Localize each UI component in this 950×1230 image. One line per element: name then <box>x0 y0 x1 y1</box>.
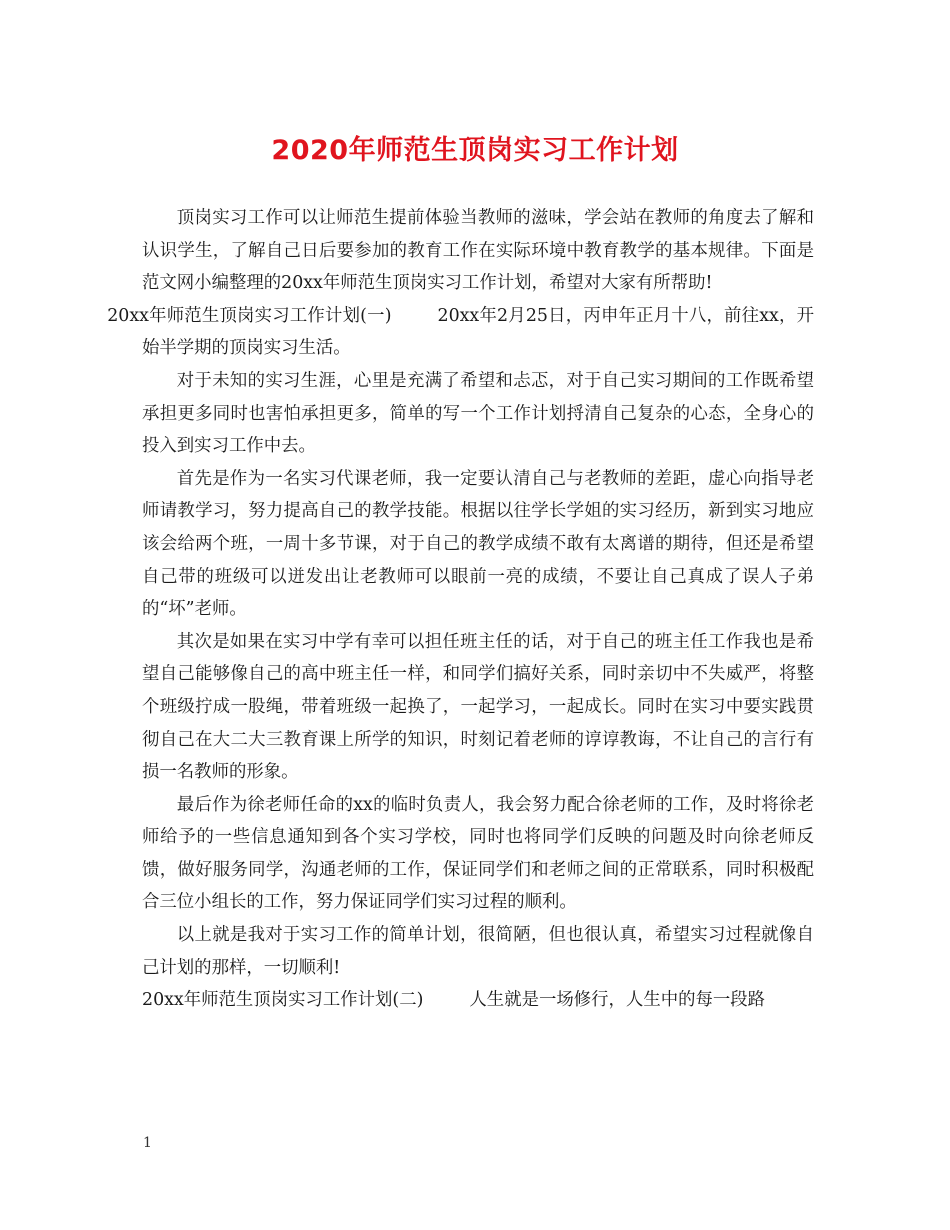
section1-text: 20xx年2月25日，丙申年正月十八，前往xx，开始半学期的顶岗实习生活。 <box>142 305 814 359</box>
intro-paragraph <box>107 202 814 365</box>
section1-heading: 20xx年师范生顶岗实习工作计划(一) <box>107 305 392 326</box>
section2-text: 人生就是一场修行，人生中的每一段路 <box>469 990 766 1011</box>
section2-line <box>142 984 814 1017</box>
body-paragraph: 最后作为徐老师任命的xx的临时负责人，我会努力配合徐老师的工作，及时将徐老师给予的一些信息通知到各个实习学校，同时也将同学们反映的问题及时向徐老师反馈，做好服务同学，沟通老师的工作，保证同学们和老师之间的正常联系，同时积极配合三位小组长的工作，努力保证同学们实习过程的顺利。 <box>142 794 814 913</box>
body-paragraph: 以上就是我对于实习工作的简单计划，很简陋，但也很认真，希望实习过程就像自己计划的那样，一切顺利! <box>142 925 814 978</box>
document-title: 2020年师范生顶岗实习工作计划 <box>271 135 679 166</box>
intro-text: 顶岗实习工作可以让师范生提前体验当教师的滋味，学会站在教师的角度去了解和认识学生，了解自己日后要参加的教育工作在实际环境中教育教学的基本规律。下面是范文网小编整理的20xx年师范生顶岗实习工作计划，希望对大家有所帮助! <box>142 208 814 294</box>
body-paragraph: 首先是作为一名实习代课老师，我一定要认清自己与老教师的差距，虚心向指导老师请教学习，努力提高自己的教学技能。根据以往学长学姐的实习经历，新到实习地应该会给两个班，一周十多节课，对于自己的教学成绩不敢有太离谱的期待，但还是希望自己带的班级可以迸发出让老教师可以眼前一亮的成绩，不要让自己真成了误人子弟的“坏”老师。 <box>142 468 814 620</box>
document-body <box>107 202 814 1017</box>
body-paragraph: 对于未知的实习生涯，心里是充满了希望和忐忑，对于自己实习期间的工作既希望承担更多同时也害怕承担更多，简单的写一个工作计划捋清自己复杂的心态，全身心的投入到实习工作中去。 <box>142 370 814 457</box>
page-number: 1 <box>143 1135 152 1151</box>
body-paragraph: 其次是如果在实习中学有幸可以担任班主任的话，对于自己的班主任工作我也是希望自己能够像自己的高中班主任一样，和同学们搞好关系，同时亲切中不失威严，将整个班级拧成一股绳，带着班级一起换了，一起学习，一起成长。同时在实习中要实践贯彻自己在大二大三教育课上所学的知识，时刻记着老师的谆谆教诲，不让自己的言行有损一名教师的形象。 <box>142 631 814 783</box>
section2-heading: 20xx年师范生顶岗实习工作计划(二) <box>142 990 424 1011</box>
